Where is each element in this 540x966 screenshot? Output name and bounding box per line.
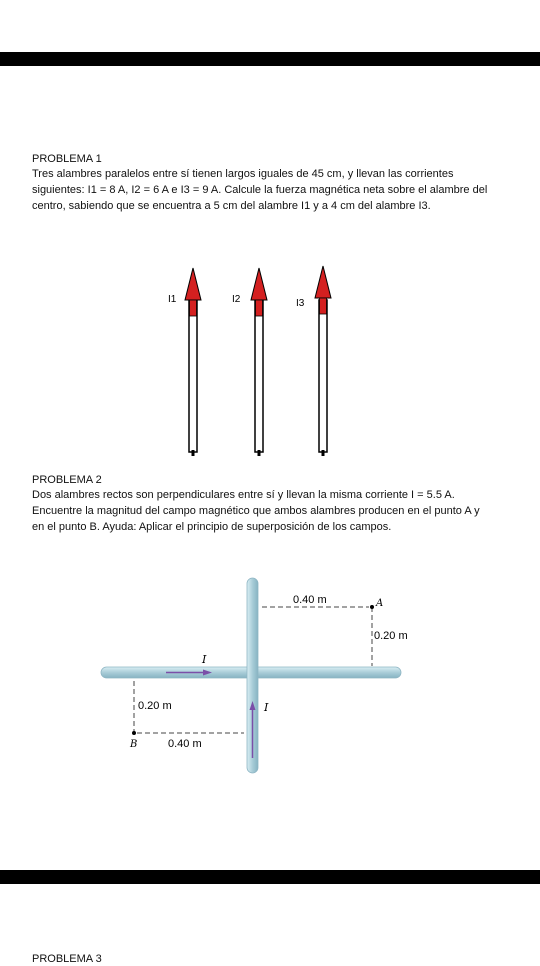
perpendicular-wires-figure (96, 576, 436, 776)
bottom-black-band (0, 870, 540, 884)
point-b-marker (132, 731, 136, 735)
label-i1: I1 (168, 294, 177, 305)
wire-i1 (185, 268, 201, 456)
label-dist-b-vertical: 0.20 m (138, 700, 172, 712)
label-dist-a-vertical: 0.20 m (374, 630, 408, 642)
label-i2: I2 (232, 294, 241, 305)
problem-3-title-partial: PROBLEMA 3 (32, 953, 102, 965)
problem-2-title: PROBLEMA 2 (32, 474, 102, 486)
top-black-band (0, 52, 540, 66)
label-dist-a-horizontal: 0.40 m (293, 594, 327, 606)
parallel-wires-figure (150, 262, 350, 458)
problem-2-statement: Dos alambres rectos son perpendiculares entre sí y llevan la misma corriente I = 5.5 A. Encuentre la magnitud del campo magnético que ambos alambres producen en el punto A y en el punto B. Ayuda: Aplicar el principio de superposición de los campos. (32, 489, 480, 533)
label-point-a: A (376, 598, 384, 609)
wire-i2 (251, 268, 267, 456)
point-a-marker (370, 605, 374, 609)
problem-1-statement: Tres alambres paralelos entre sí tienen largos iguales de 45 cm, y llevan las corrientes siguientes: I1 = 8 A, I2 = 6 A e I3 = 9 A. Calcule la fuerza magnética neta sobre el alambre del centro, sabiendo que se encuentra a 5 cm del alambre I1 y a 4 cm del alambre I3. (32, 168, 488, 212)
current-arrow-i1 (185, 268, 201, 300)
current-arrow-i2 (251, 268, 267, 300)
label-dist-b-horizontal: 0.40 m (168, 738, 202, 750)
problem-1-title: PROBLEMA 1 (32, 153, 102, 165)
label-i3: I3 (296, 298, 305, 309)
label-point-b: B (130, 739, 138, 750)
label-current-vertical: I (264, 701, 269, 714)
wire-i3 (315, 266, 331, 456)
label-current-horizontal: I (202, 653, 207, 666)
current-arrow-i3 (315, 266, 331, 298)
